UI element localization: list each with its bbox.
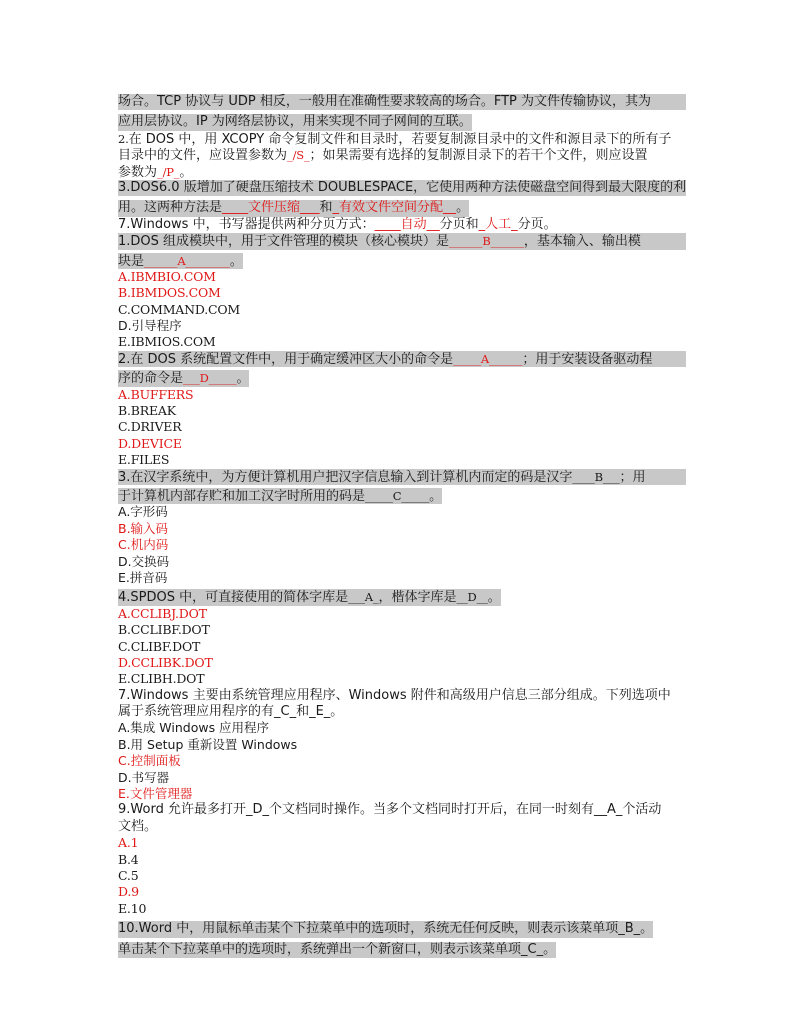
answer-text: ___D_____: [183, 371, 237, 386]
text-span: 。: [487, 590, 501, 606]
option-b: B.4: [118, 851, 139, 867]
text-span: 和: [319, 200, 333, 216]
option-c: C.控制面板: [118, 753, 181, 769]
option-a: A.CCLIBJ.DOT: [118, 605, 207, 621]
text-span: ，基本输入、输出模: [523, 234, 641, 250]
text-line: [118, 131, 686, 147]
text-span: ；用: [619, 469, 646, 485]
document-body: [118, 94, 686, 958]
text-span: 场合。TCP 协议与 UDP 相反，一般用在准确性要求较高的场合。FTP 为文件传输协议，其为: [118, 94, 652, 109]
option-b: B.用 Setup 重新设置 Windows: [118, 736, 298, 752]
option-b: B.CCLIBF.DOT: [118, 622, 210, 638]
option-a: A.1: [118, 835, 139, 851]
question-line: 10.Word 中，用鼠标单击某个下拉菜单中的选项时，系统无任何反映，则表示该菜单项_B_。: [118, 921, 654, 937]
question-line: 单击某个下拉菜单中的选项时，系统弹出一个新窗口，则表示该菜单项_C_。: [118, 941, 557, 957]
option-d: D.书写器: [118, 769, 170, 785]
question-line: 属于系统管理应用程序的有_C_和_E_。: [118, 704, 344, 720]
option-d: D.引导程序: [118, 318, 182, 334]
option-a: A.集成 Windows 应用程序: [118, 720, 270, 736]
option-e: E.IBMIOS.COM: [118, 334, 216, 350]
option-c: C.5: [118, 867, 139, 883]
question-line: 9.Word 允许最多打开_D_个文档同时操作。当多个文档同时打开后，在同一时刻有__A_个活动: [118, 802, 662, 818]
text-line: [118, 94, 686, 110]
question-line: 7.Windows 主要由系统管理应用程序、Windows 附件和高级用户信息三部分组成。下列选项中: [118, 687, 671, 703]
answer-text: _人工_: [478, 216, 518, 232]
option-a: A.字形码: [118, 504, 168, 520]
question-line: [118, 370, 249, 386]
text-span: ，楷体字库是: [378, 590, 457, 606]
text-span: 2.在 DOS 系统配置文件中，用于确定缓冲区大小的命令是: [118, 351, 454, 367]
text-span: 序的命令是: [118, 371, 184, 387]
answer-text: __D__: [456, 590, 488, 605]
answer-text: ___A_: [348, 590, 379, 605]
answer-text: _/S_: [287, 148, 310, 163]
question-line: [118, 469, 686, 485]
text-span: 目录中的文件，应设置参数为: [118, 148, 288, 164]
answer-text: ______B______: [449, 234, 524, 249]
text-span: 。: [229, 253, 243, 269]
option-c: C.DRIVER: [118, 419, 182, 435]
option-e: E.CLIBH.DOT: [118, 671, 205, 687]
answer-text: ____B___: [572, 469, 620, 484]
option-c: C.CLIBF.DOT: [118, 638, 201, 654]
text-span: 在 DOS 中，用 XCOPY 命令复制文件和目录时，若要复制源目录中的文件和源目录下的所有子: [128, 131, 672, 147]
question-line: [118, 351, 686, 367]
text-span: 用。这两种方法是: [118, 200, 223, 216]
text-span: 分页和: [439, 216, 479, 232]
text-span: ；如果需要有选择的复制源目录下的若干个文件，则应设置: [309, 148, 648, 164]
option-c: C.COMMAND.COM: [118, 301, 241, 317]
text-line: [118, 164, 686, 180]
answer-text: _____C_____: [365, 488, 430, 503]
option-d: D.交换码: [118, 553, 170, 569]
question-line: 文档。: [118, 818, 158, 834]
text-span: 。: [236, 371, 250, 387]
answer-text: ____自动__: [374, 216, 440, 232]
answer-text: ______A________: [144, 253, 230, 268]
option-e: E.10: [118, 900, 147, 916]
option-b: B.BREAK: [118, 403, 176, 419]
option-e: E.文件管理器: [118, 786, 193, 802]
option-e: E.FILES: [118, 452, 170, 468]
text-span: 块是: [118, 253, 145, 269]
answer-text: _有效文件空间分配__: [332, 200, 457, 216]
answer-text: _/P_: [157, 164, 180, 179]
answer-text: _____A______: [453, 351, 523, 366]
text-span: 4.SPDOS 中，可直接使用的简体字库是: [118, 590, 349, 606]
option-d: D.9: [118, 884, 139, 900]
option-e: E.拼音码: [118, 569, 168, 585]
text-span: 于计算机内部存贮和加工汉字时所用的码是: [118, 488, 366, 504]
question-line: [118, 589, 501, 605]
option-d: D.DEVICE: [118, 435, 182, 451]
text-span: 7.Windows 中，书写器提供两种分页方式：: [118, 216, 375, 232]
option-a: A.IBMBIO.COM: [118, 268, 216, 284]
answer-text: ____文件压缩___: [222, 200, 320, 216]
text-span: ；用于安装设备驱动程: [522, 351, 653, 367]
option-b: B.输入码: [118, 520, 169, 536]
question-line: [118, 233, 686, 249]
text-span: 3.DOS6.0 版增加了硬盘压缩技术 DOUBLESPACE，它使用两种方法使磁盘空间得到最大限度的利: [118, 179, 687, 195]
question-line: [118, 488, 442, 504]
text-span: 参数为: [118, 164, 158, 180]
text-line: [118, 147, 686, 163]
text-span: 。: [456, 200, 470, 216]
text-line: [118, 114, 472, 130]
text-span: 3.在汉字系统中，为方便计算机用户把汉字信息输入到计算机内而定的码是汉字: [118, 469, 573, 485]
text-span: 。: [429, 488, 443, 504]
option-a: A.BUFFERS: [118, 386, 194, 402]
option-d: D.CCLIBK.DOT: [118, 654, 213, 670]
option-c: C.机内码: [118, 537, 169, 553]
text-line: [118, 180, 686, 196]
text-span: 应用层协议。IP 为网络层协议，用来实现不同子网间的互联。: [118, 114, 472, 130]
text-line: [118, 217, 686, 233]
text-span: 分页。: [517, 216, 557, 232]
text-span: 2.: [118, 131, 129, 146]
text-span: 。: [179, 164, 193, 180]
text-span: 1.DOS 组成模块中，用于文件管理的模块（核心模块）是: [118, 234, 450, 250]
text-line: [118, 200, 469, 216]
question-line: [118, 253, 243, 269]
option-b: B.IBMDOS.COM: [118, 285, 221, 301]
